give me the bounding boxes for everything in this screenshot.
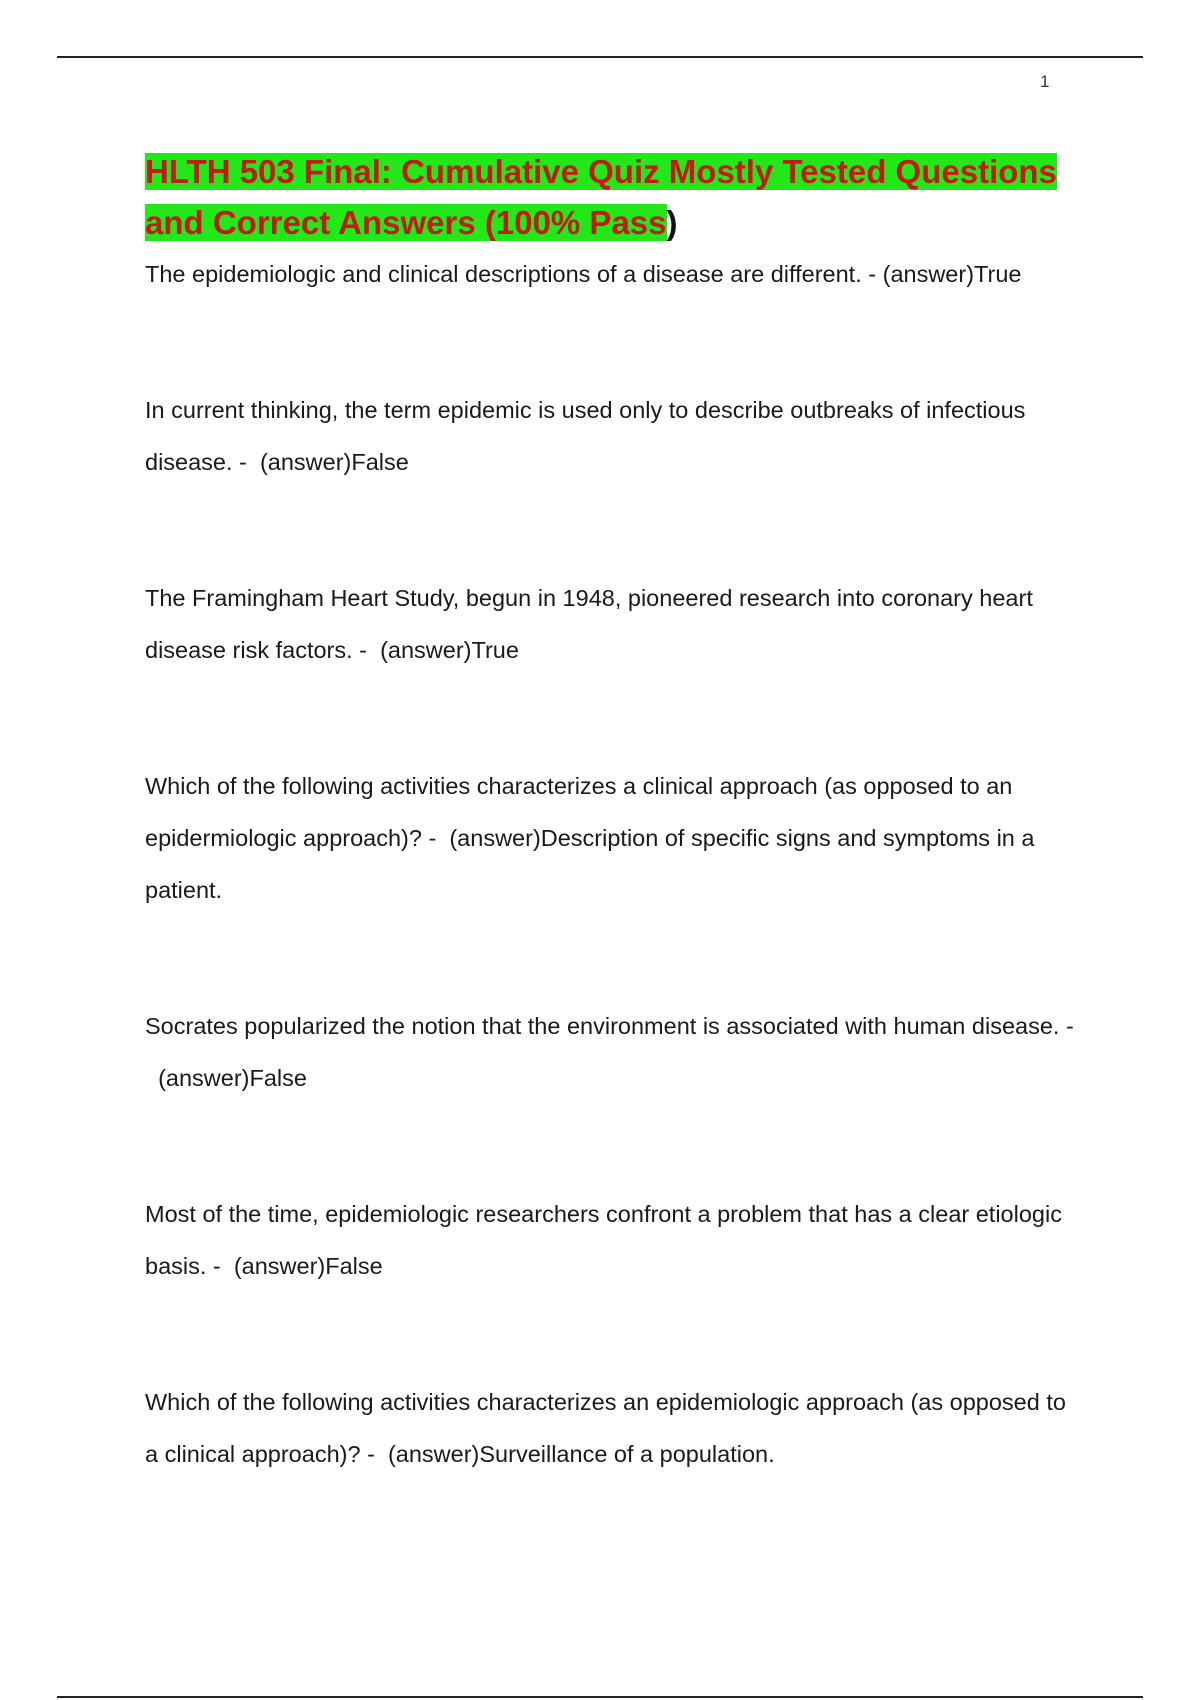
question-item: [145, 1376, 1075, 1480]
question-item: [145, 1188, 1075, 1292]
question-text: Most of the time, epidemiologic researchers confront a problem that has a clear etiologic basis. -: [145, 1201, 1062, 1279]
answer-text: (answer)True: [380, 637, 519, 663]
header-rule: [57, 56, 1143, 58]
answer-text: (answer)False: [158, 1065, 307, 1091]
title-closing-paren: ): [666, 204, 678, 241]
page-number: 1: [1040, 72, 1050, 91]
answer-text: (answer)True: [882, 261, 1022, 287]
document-body: [145, 146, 1075, 1564]
question-text: In current thinking, the term epidemic is used only to describe outbreaks of infectious disease. -: [145, 397, 1026, 475]
question-item: [145, 1000, 1075, 1104]
question-text: The Framingham Heart Study, begun in 1948, pioneered research into coronary heart disease risk factors. -: [145, 585, 1033, 663]
question-text: Which of the following activities characterizes a clinical approach (as opposed to an epidermiologic approach)? -: [145, 773, 1013, 851]
question-text: Socrates popularized the notion that the environment is associated with human disease. -: [145, 1013, 1074, 1039]
question-item: [145, 384, 1075, 488]
answer-text: (answer)False: [233, 1253, 383, 1279]
document-title: [145, 146, 1075, 248]
footer-rule: [57, 1696, 1143, 1698]
question-item: [145, 248, 1075, 300]
question-list: [145, 248, 1075, 1480]
answer-text: (answer)Surveillance of a population.: [387, 1441, 775, 1467]
answer-text: (answer)False: [259, 449, 409, 475]
answer-text: (answer)Description of specific signs and symptoms in a patient.: [145, 825, 1035, 903]
question-text: Which of the following activities characterizes an epidemiologic approach (as opposed to a clinical approach)? -: [145, 1389, 1066, 1467]
question-item: [145, 760, 1075, 916]
title-highlighted-text: HLTH 503 Final: Cumulative Quiz Mostly Tested Questions and Correct Answers (100% Pass: [145, 153, 1057, 241]
question-text: The epidemiologic and clinical descriptions of a disease are different. -: [145, 261, 877, 287]
question-item: [145, 572, 1075, 676]
